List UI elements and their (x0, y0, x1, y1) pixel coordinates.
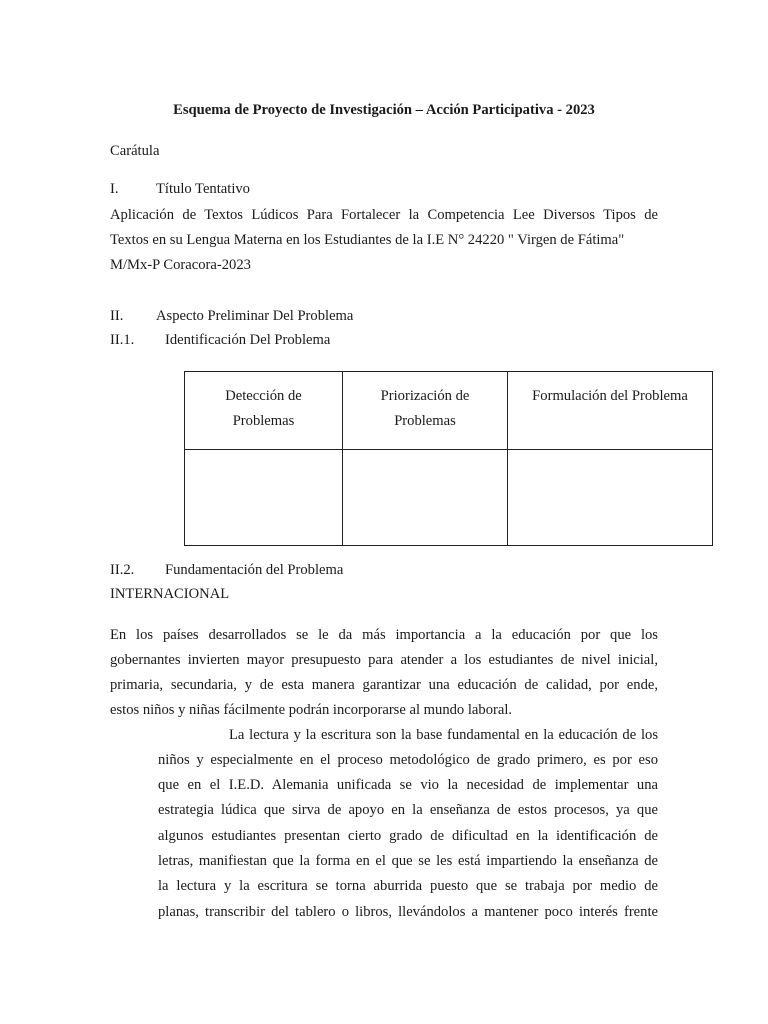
internacional-heading: INTERNACIONAL (110, 586, 230, 602)
para2-line: la lectura y la escritura se torna aburrida puesto que se trabaja por medio de (158, 878, 658, 894)
section-2-2-number: II.2. (110, 562, 135, 578)
table-row (185, 450, 713, 546)
section-2-1-heading: Identificación Del Problema (165, 332, 331, 348)
tentative-title-line-3: M/Mx-P Coracora-2023 (110, 257, 251, 273)
table-header-row (185, 372, 713, 450)
para2-line: La lectura y la escritura son la base fundamental en la educación de los (229, 727, 658, 743)
para2-line: que en el I.E.D. Alemania unificada se vio la necesidad de implementar una (158, 777, 658, 793)
section-2-2-heading: Fundamentación del Problema (165, 562, 344, 578)
para1-line: gobernantes invierten mayor presupuesto para atender a los estudiantes de nivel inicial, (110, 652, 658, 668)
header-text: Problemas (394, 413, 456, 429)
problem-identification-table (184, 371, 713, 546)
para2-line: planas, transcribir del tablero o libros, llevándolos a mantener poco interés frente (158, 904, 658, 920)
section-2-heading: Aspecto Preliminar Del Problema (156, 308, 354, 324)
document-title: Esquema de Proyecto de Investigación – Acción Participativa - 2023 (173, 102, 595, 118)
para2-line: niños y especialmente en el proceso metodológico de grado primero, es por eso (158, 752, 658, 768)
table-cell (343, 450, 508, 546)
tentative-title-line-1: Aplicación de Textos Lúdicos Para Fortalecer la Competencia Lee Diversos Tipos de (110, 207, 658, 223)
para1-line: En los países desarrollados se le da más importancia a la educación por que los (110, 627, 658, 643)
table-cell (508, 450, 713, 546)
header-text: Problemas (232, 413, 295, 429)
para2-line: letras, manifiestan que la forma en el que se les está impartiendo la enseñanza de (158, 853, 658, 869)
para2-line: algunos estudiantes presentan cierto grado de dificultad en la identificación de (158, 828, 658, 844)
para1-line: estos niños y niñas fácilmente podrán incorporarse al mundo laboral. (110, 702, 513, 718)
table-cell (185, 450, 343, 546)
section-2-1-number: II.1. (110, 332, 135, 348)
header-text: Priorización de (380, 388, 470, 404)
caratula-label: Carátula (110, 143, 160, 159)
section-2-number: II. (110, 308, 124, 324)
para1-line: primaria, secundaria, y de esta manera garantizar una educación de calidad, por ende, (110, 677, 658, 693)
table-header-deteccion (185, 372, 343, 450)
table-header-formulacion (508, 372, 713, 450)
tentative-title-line-2: Textos en su Lengua Materna en los Estudiantes de la I.E N° 24220 " Virgen de Fátima" (110, 232, 625, 248)
section-1-number: I. (110, 181, 119, 197)
table-header-priorizacion (343, 372, 508, 450)
header-text: Detección de (225, 388, 302, 404)
para2-line: estrategia lúdica que sirva de apoyo en la enseñanza de estos procesos, ya que (158, 802, 658, 818)
section-1-heading: Título Tentativo (156, 181, 250, 197)
header-text: Formulación del Problema (532, 388, 688, 404)
